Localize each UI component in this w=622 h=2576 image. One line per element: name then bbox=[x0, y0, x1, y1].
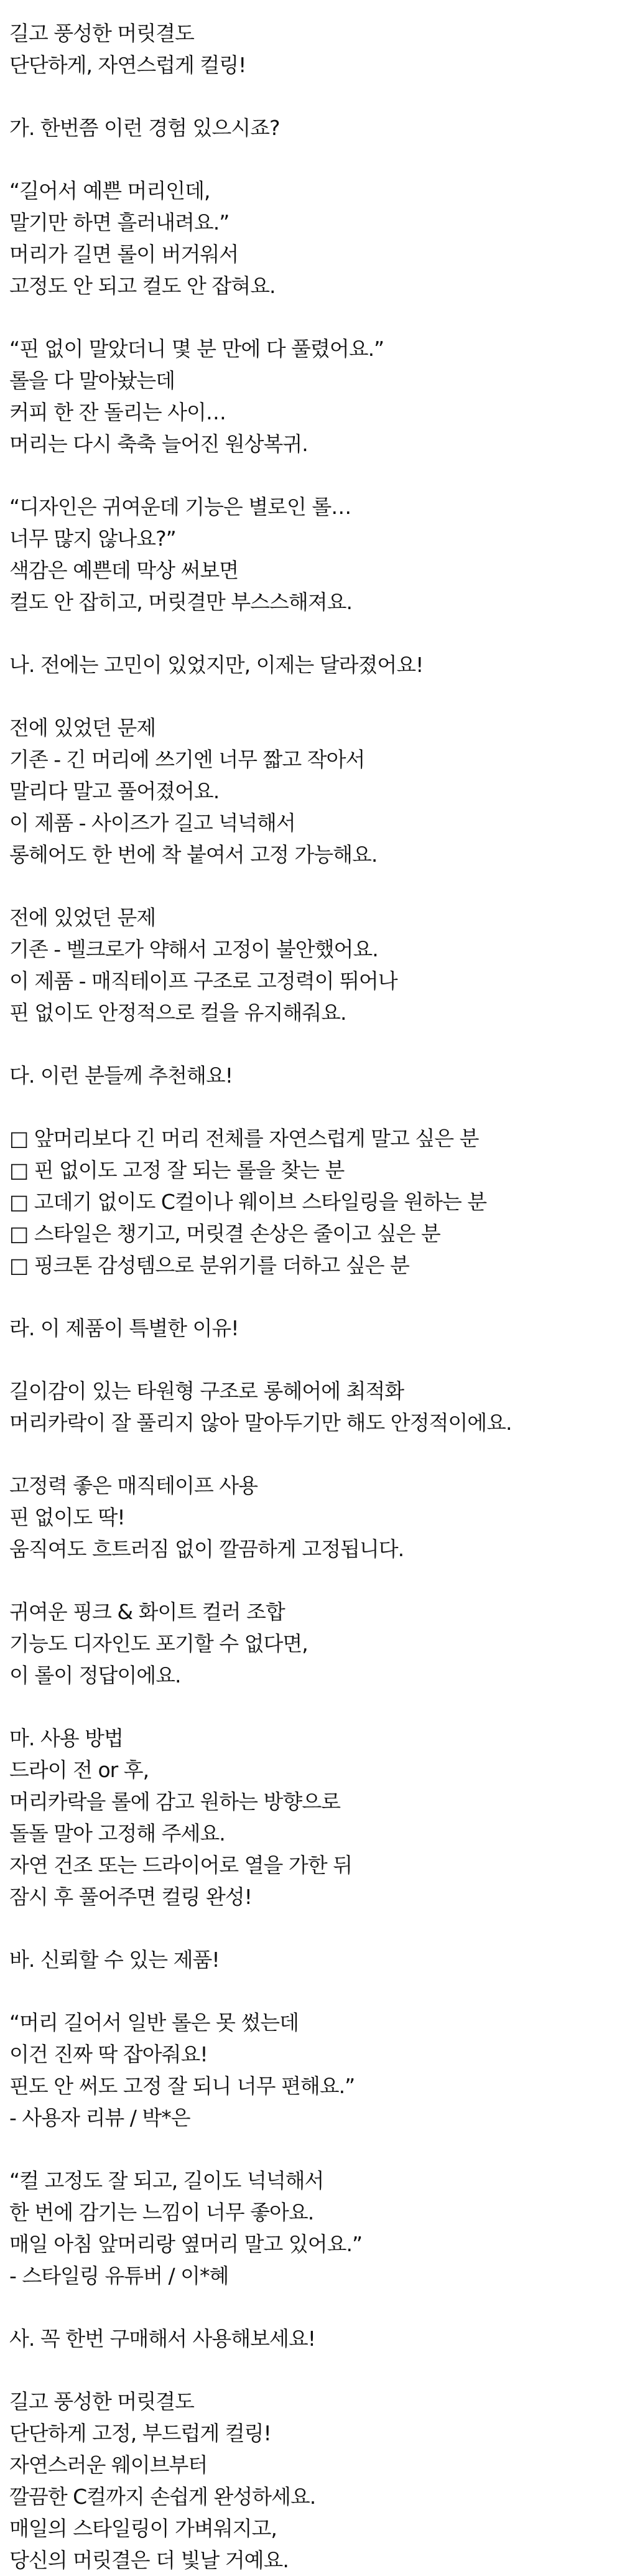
text-line: 가. 한번쯤 이런 경험 있으시죠? bbox=[9, 116, 280, 140]
text-line: 당신의 머릿결은 더 빛날 거예요. bbox=[9, 2548, 289, 2572]
paragraph bbox=[9, 17, 622, 81]
paragraph bbox=[9, 2007, 622, 2134]
text-line: 이 제품 - 사이즈가 길고 넉넉해서 bbox=[9, 811, 295, 835]
paragraph bbox=[9, 1122, 622, 1281]
text-line: 매일 아침 앞머리랑 옆머리 말고 있어요.” bbox=[9, 2232, 363, 2256]
text-line: 머리는 다시 축축 늘어진 원상복귀. bbox=[9, 432, 308, 456]
text-line: 고정도 안 되고 컬도 안 잡혀요. bbox=[9, 274, 276, 298]
text-line: 자연 건조 또는 드라이어로 열을 가한 뒤 bbox=[9, 1853, 352, 1877]
paragraph bbox=[9, 175, 622, 302]
paragraph bbox=[9, 1722, 622, 1913]
text-line: 이건 진짜 딱 잡아줘요! bbox=[9, 2042, 208, 2066]
text-line: 기존 - 긴 머리에 쓰기엔 너무 짧고 작아서 bbox=[9, 747, 365, 772]
text-line: 전에 있었던 문제 bbox=[9, 716, 156, 740]
text-line: 바. 신뢰할 수 있는 제품! bbox=[9, 1948, 220, 1972]
text-line: 핀 없이도 안정적으로 컬을 유지해줘요. bbox=[9, 1001, 346, 1025]
text-line: □ 핑크톤 감성템으로 분위기를 더하고 싶은 분 bbox=[9, 1253, 409, 1277]
text-line: 움직여도 흐트러짐 없이 깔끔하게 고정됩니다. bbox=[9, 1537, 404, 1561]
text-line: 돌돌 말아 고정해 주세요. bbox=[9, 1821, 225, 1846]
text-line: 기존 - 벨크로가 약해서 고정이 불안했어요. bbox=[9, 937, 378, 961]
text-line: 마. 사용 방법 bbox=[9, 1726, 123, 1750]
text-line: 잠시 후 풀어주면 컬링 완성! bbox=[9, 1885, 252, 1909]
text-line: - 사용자 리뷰 / 박*은 bbox=[9, 2106, 190, 2130]
text-line: 귀여운 핑크 & 화이트 컬러 조합 bbox=[9, 1600, 285, 1624]
text-line: 핀 없이도 딱! bbox=[9, 1505, 125, 1529]
text-line: 길이감이 있는 타원형 구조로 롱헤어에 최적화 bbox=[9, 1379, 404, 1403]
text-line: 머리가 길면 롤이 버거워서 bbox=[9, 242, 239, 266]
text-line: 전에 있었던 문제 bbox=[9, 905, 156, 930]
text-line: 깔끔한 C컬까지 손쉽게 완성하세요. bbox=[9, 2485, 316, 2509]
paragraph bbox=[9, 1312, 622, 1344]
paragraph bbox=[9, 2386, 622, 2576]
paragraph bbox=[9, 2165, 622, 2292]
text-line: 고정력 좋은 매직테이프 사용 bbox=[9, 1473, 258, 1498]
paragraph bbox=[9, 902, 622, 1029]
paragraph bbox=[9, 1470, 622, 1565]
paragraph bbox=[9, 1596, 622, 1691]
text-line: 사. 꼭 한번 구매해서 사용해보세요! bbox=[9, 2326, 315, 2351]
text-line: 자연스러운 웨이브부터 bbox=[9, 2453, 208, 2477]
text-line: “디자인은 귀여운데 기능은 별로인 롤… bbox=[9, 495, 351, 519]
text-line: 핀도 안 써도 고정 잘 되니 너무 편해요.” bbox=[9, 2074, 355, 2098]
text-line: 드라이 전 or 후, bbox=[9, 1758, 149, 1782]
paragraph bbox=[9, 649, 622, 681]
paragraph bbox=[9, 1060, 622, 1091]
text-line: 말리다 말고 풀어졌어요. bbox=[9, 779, 220, 803]
text-line: □ 앞머리보다 긴 머리 전체를 자연스럽게 말고 싶은 분 bbox=[9, 1126, 479, 1150]
text-line: 커피 한 잔 돌리는 사이… bbox=[9, 400, 226, 424]
text-line: 한 번에 감기는 느낌이 너무 좋아요. bbox=[9, 2200, 314, 2224]
text-line: 단단하게, 자연스럽게 컬링! bbox=[9, 53, 246, 77]
text-line: 라. 이 제품이 특별한 이유! bbox=[9, 1316, 239, 1340]
text-line: □ 핀 없이도 고정 잘 되는 롤을 찾는 분 bbox=[9, 1158, 345, 1182]
paragraph bbox=[9, 1944, 622, 1976]
text-line: 매일의 스타일링이 가벼워지고, bbox=[9, 2516, 277, 2541]
text-line: 말기만 하면 흘러내려요.” bbox=[9, 210, 230, 235]
text-line: 이 롤이 정답이에요. bbox=[9, 1663, 181, 1687]
paragraph bbox=[9, 333, 622, 460]
text-line: “컬 고정도 잘 되고, 길이도 넉넉해서 bbox=[9, 2168, 324, 2193]
text-line: 머리카락을 롤에 감고 원하는 방향으로 bbox=[9, 1790, 341, 1814]
text-line: 롤을 다 말아놨는데 bbox=[9, 368, 175, 393]
text-line: 기능도 디자인도 포기할 수 없다면, bbox=[9, 1631, 308, 1656]
text-line: 길고 풍성한 머릿결도 bbox=[9, 21, 194, 45]
text-line: - 스타일링 유튜버 / 이*혜 bbox=[9, 2264, 229, 2288]
text-line: 머리카락이 잘 풀리지 않아 말아두기만 해도 안정적이에요. bbox=[9, 1411, 512, 1435]
text-line: 너무 많지 않나요?” bbox=[9, 526, 176, 551]
text-line: □ 스타일은 챙기고, 머릿결 손상은 줄이고 싶은 분 bbox=[9, 1221, 440, 1246]
text-line: 다. 이런 분들께 추천해요! bbox=[9, 1063, 233, 1088]
paragraph bbox=[9, 2323, 622, 2354]
text-line: “길어서 예쁜 머리인데, bbox=[9, 179, 210, 203]
text-line: 컬도 안 잡히고, 머릿결만 부스스해져요. bbox=[9, 590, 352, 614]
paragraph bbox=[9, 712, 622, 870]
paragraph bbox=[9, 491, 622, 618]
text-line: 길고 풍성한 머릿결도 bbox=[9, 2389, 194, 2414]
text-line: □ 고데기 없이도 C컬이나 웨이브 스타일링을 원하는 분 bbox=[9, 1190, 487, 1214]
text-line: 롱헤어도 한 번에 착 붙여서 고정 가능해요. bbox=[9, 842, 378, 867]
text-line: 이 제품 - 매직테이프 구조로 고정력이 뛰어나 bbox=[9, 969, 397, 993]
text-line: 나. 전에는 고민이 있었지만, 이제는 달라졌어요! bbox=[9, 653, 424, 677]
paragraph bbox=[9, 112, 622, 144]
text-line: 색감은 예쁜데 막상 써보면 bbox=[9, 558, 239, 582]
text-line: 단단하게 고정, 부드럽게 컬링! bbox=[9, 2421, 271, 2445]
text-line: “머리 길어서 일반 롤은 못 썼는데 bbox=[9, 2010, 299, 2035]
text-line: “핀 없이 말았더니 몇 분 만에 다 풀렸어요.” bbox=[9, 337, 384, 361]
paragraph bbox=[9, 1375, 622, 1439]
